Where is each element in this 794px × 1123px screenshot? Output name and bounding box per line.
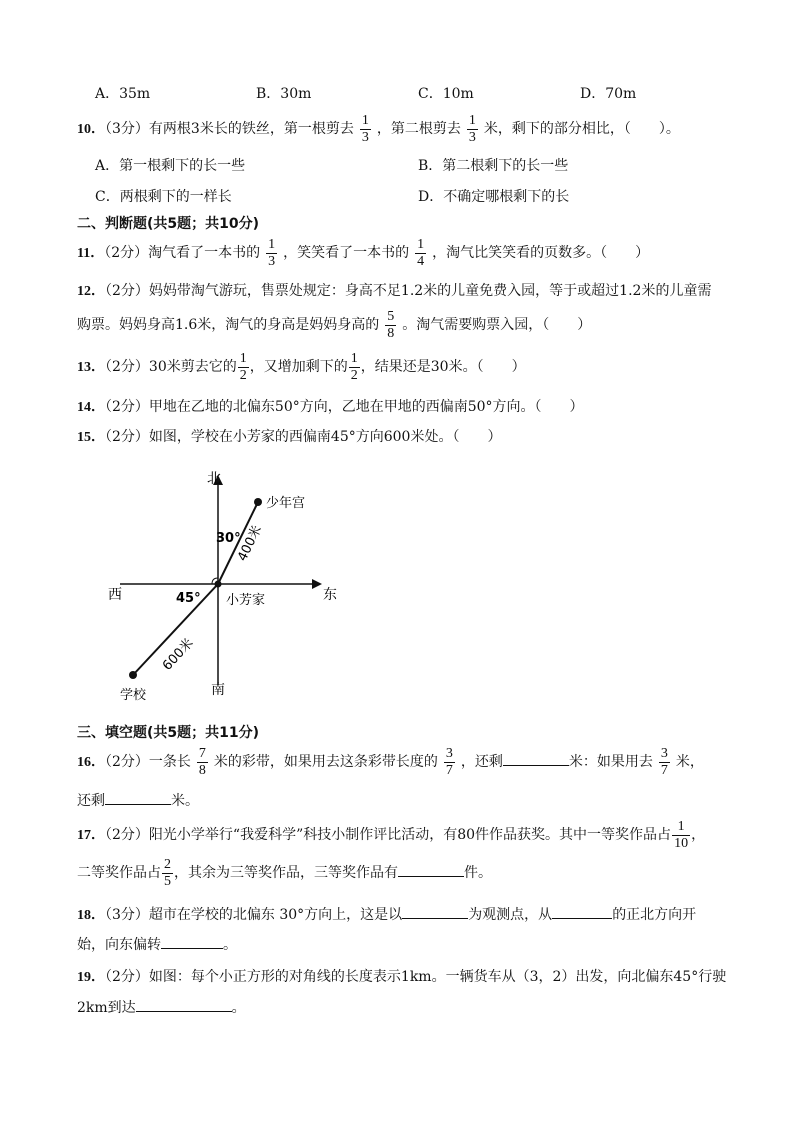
question-12-line-1: 12．（2分）妈妈带淘气游玩，售票处规定：身高不足1.2米的儿童免费入园，等于或超过1.2米的儿童需 [77,283,712,299]
fraction: $\frac{1}{2}$ [239,350,247,383]
question-16-line-2: 还剩 米。 [77,790,199,810]
home-point [215,581,222,588]
fraction: $\frac{1}{3}$ [268,236,276,269]
east-label: 东 [323,587,337,603]
direction-diagram [100,465,350,705]
fraction: $\frac{3}{7}$ [660,745,668,778]
fraction: $\frac{1}{4}$ [417,236,425,269]
fraction: $\frac{3}{7}$ [445,745,453,778]
question-number: 10． [77,122,105,137]
question-17-line-1: 17．（2分）阳光小学举行“我爱科学”科技小制作评比活动，有80件作品获奖。其中一等奖作品占 $\frac{1}{10}$ ， [77,818,706,851]
distance-600-label: 600米 [159,635,197,674]
answer-blank[interactable] [503,751,569,766]
question-11: 11．（2分）淘气看了一本书的 $\frac{1}{3}$ ，笑笑看了一本书的 $\frac{1}{4}$ ，淘气比笑笑看的页数多。（ ） [77,236,650,269]
question-15: 15．（2分）如图，学校在小芳家的西偏南45°方向600米处。（ ） [77,429,502,445]
answer-blank[interactable] [402,904,468,919]
distance-400-label: 400米 [235,523,266,564]
section-heading-fill-in: 三、填空题(共5题；共11分) [77,725,260,741]
question-14: 14．（2分）甲地在乙地的北偏东50°方向，乙地在甲地的西偏南50°方向。（ ） [77,399,584,415]
answer-blank[interactable] [105,790,171,805]
south-label: 南 [211,682,225,698]
q9-option-a: A．35m [95,86,151,102]
north-label: 北 [207,471,221,487]
angle-30-label: 30° [216,531,241,546]
section-heading-judgement: 二、判断题(共5题；共10分) [77,216,260,232]
q10-option-d: D．不确定哪根剩下的长 [418,189,570,205]
answer-blank[interactable] [161,934,223,949]
youth-palace-point [254,498,262,506]
q9-option-c: C．10m [418,86,474,102]
question-12-line-2: 购票。妈妈身高1.6米，淘气的身高是妈妈身高的 $\frac{5}{8}$ 。淘气需要购票入园，（ ） [77,308,592,341]
answer-blank[interactable] [136,997,232,1012]
fraction: $\frac{1}{3}$ [468,112,476,145]
q10-option-b: B．第二根剩下的长一些 [418,158,569,174]
home-label: 小芳家 [226,593,266,608]
fraction: $\frac{1}{3}$ [361,112,369,145]
q10-option-c: C．两根剩下的一样长 [95,189,232,205]
question-18-line-2: 始，向东偏转 。 [77,934,237,954]
fraction: $\frac{7}{8}$ [198,745,206,778]
fraction: $\frac{1}{2}$ [350,350,358,383]
fraction: $\frac{2}{5}$ [164,856,171,889]
fraction: $\frac{1}{10}$ [674,818,689,851]
question-text: 有两根3米长的铁丝，第一根剪去 [148,121,354,137]
angle-45-label: 45° [176,591,201,606]
question-10: 10．（3分）有两根3米长的铁丝，第一根剪去 $\frac{1}{3}$ ，第二根剪去 $\frac{1}{3}$ 米，剩下的部分相比，（ ）。 [77,112,680,145]
youth-palace-label: 少年宫 [266,496,306,511]
fraction: $\frac{5}{8}$ [387,308,395,341]
school-point [129,671,137,679]
question-18-line-1: 18．（3分）超市在学校的北偏东 30°方向上，这是以 为观测点，从 的正北方向开 [77,904,696,924]
question-13: 13．（2分）30米剪去它的 $\frac{1}{2}$ ，又增加剩下的 $\frac{1}{2}$ ，结果还是30米。（ ） [77,350,526,383]
question-points: （3分） [105,121,149,137]
school-label: 学校 [120,688,147,703]
question-19-line-1: 19．（2分）如图：每个小正方形的对角线的长度表示1km。一辆货车从（3，2）出发，向北偏东45°行驶 [77,969,727,985]
answer-blank[interactable] [398,862,464,877]
q9-option-b: B．30m [256,86,312,102]
question-16-line-1: 16．（2分）一条长 $\frac{7}{8}$ 米的彩带，如果用去这条彩带长度的 $\frac{3}{7}$ ，还剩 米：如果用去 $\frac{3}{7}$ 米， [77,745,704,778]
west-label: 西 [108,587,122,603]
question-17-line-2: 二等奖作品占 $\frac{2}{5}$ ，其余为三等奖作品，三等奖作品有 件。 [77,856,492,889]
q9-option-d: D．70m [580,86,637,102]
answer-blank[interactable] [552,904,612,919]
q10-option-a: A．第一根剩下的长一些 [95,158,246,174]
question-19-line-2: 2km到达 。 [77,997,246,1017]
